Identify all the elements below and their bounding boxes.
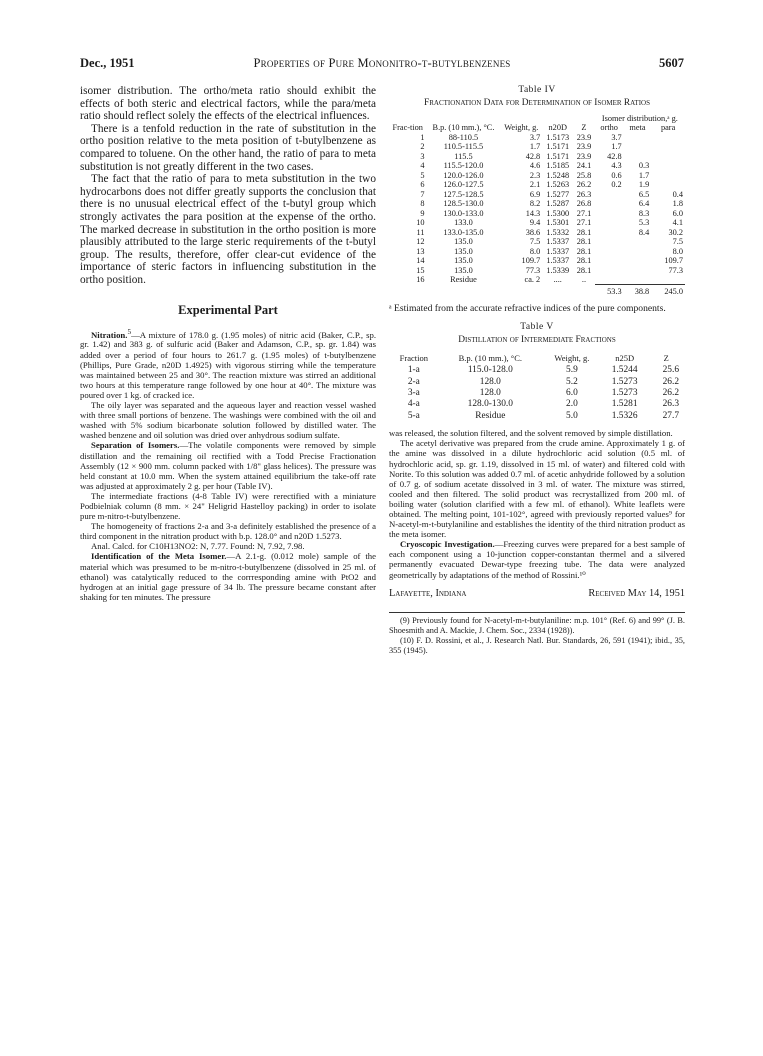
- table4-cell: 0.2: [611, 180, 622, 190]
- table4-row: [389, 161, 685, 171]
- table5: [389, 352, 685, 422]
- table4-cell: 3.7: [529, 132, 541, 142]
- table4-row: [389, 133, 685, 143]
- table4-total-ortho: 53.3: [595, 285, 624, 297]
- table4-cell: 1.9: [638, 180, 650, 190]
- table5-cell: 25.6: [662, 365, 679, 376]
- table5-cell: 3-a: [407, 388, 420, 399]
- received-date: Received May 14, 1951: [588, 587, 685, 599]
- table5-cell: 26.2: [662, 388, 679, 399]
- table4: [389, 115, 685, 297]
- table4-row: [389, 209, 685, 219]
- table4-cell: 38.6: [525, 227, 541, 237]
- table4-cell: 1.8: [672, 199, 683, 209]
- table4-cell: 1.5171: [546, 142, 570, 152]
- paragraph-intermediate: The intermediate fractions (4-8 Table IV) were rerectified with a miniature Podbielniak column (8 mm. × 24" Heligrid Hastelloy packing) in order to isolate pure m-nitro-t-butylbenzene.: [80, 490, 376, 522]
- table4-cell: 115.5: [454, 151, 473, 161]
- table4-cell: 1.7: [529, 142, 541, 152]
- experimental-heading: Experimental Part: [178, 302, 278, 317]
- table4-cell: 1.5173: [546, 132, 570, 142]
- table4-caption: Fractionation Data for Determination of Isomer Ratios: [424, 98, 650, 108]
- table4-cell: 7.5: [672, 237, 683, 247]
- identification-heading: Identification of the Meta Isomer.: [91, 551, 227, 562]
- table4-cell: 25.8: [576, 170, 592, 180]
- table4-cell: 7.5: [529, 237, 541, 247]
- header-date: Dec., 1951: [80, 56, 135, 70]
- table5-row: [389, 377, 685, 388]
- table4-cell: 5: [420, 170, 425, 180]
- table4-cell: [651, 142, 685, 152]
- table5-col-nd: n25D: [615, 352, 635, 363]
- table4-total-meta: 38.8: [624, 285, 652, 297]
- table4-cell: [595, 190, 624, 200]
- table4-cell: 110.5-115.5: [443, 142, 484, 152]
- table4-cell: 1.5171: [546, 151, 570, 161]
- table4-cell: 10: [416, 218, 425, 228]
- table4-cell: 4.3: [611, 161, 622, 171]
- table4-cell: 4: [420, 161, 425, 171]
- table5-header-row: [389, 352, 685, 365]
- table4-cell: 14.3: [525, 208, 541, 218]
- table4-cell: 3.7: [611, 132, 622, 142]
- table4-cell: 1.5339: [546, 265, 570, 275]
- table4-cell: 135.0: [454, 237, 473, 247]
- table4-cell: 1.7: [638, 170, 650, 180]
- table4-cell: 1.5185: [546, 161, 570, 171]
- table4-cell: 16: [416, 275, 425, 285]
- table5-cell: 1.5326: [611, 410, 638, 421]
- table4-cell: 1: [420, 132, 425, 142]
- table4-cell: 1.5277: [546, 189, 570, 199]
- table4-cell: 77.3: [525, 265, 541, 275]
- table4-cell: 14: [416, 256, 425, 266]
- table4-cell: 109.7: [664, 256, 683, 266]
- table4-cell: [595, 275, 624, 285]
- table5-cell: 1.5273: [611, 388, 638, 399]
- table4-cell: 8.3: [638, 208, 650, 218]
- table4-footnote: ᵃ Estimated from the accurate refractive indices of the pure components.: [389, 302, 666, 314]
- table4-cell: 126.0-127.5: [443, 180, 484, 190]
- table4-cell: [595, 209, 624, 219]
- affiliation-place: Lafayette, Indiana: [389, 587, 467, 599]
- paragraph-homogeneity: The homogeneity of fractions 2-a and 3-a definitely established the presence of a third component in the nitration product with b.p. 128.0° and n20D 1.5273.: [80, 521, 376, 542]
- table4-cell: 8.2: [529, 199, 541, 209]
- paragraph-nitration: [80, 327, 376, 401]
- table4-cell: [651, 180, 685, 190]
- table4-cell: 6.9: [529, 189, 541, 199]
- table4-cell: 3: [420, 151, 425, 161]
- paragraph-acetyl: The acetyl derivative was prepared from the crude amine. Approximately 1 g. of the amine was dissolved in a dilute hydrochloric acid solution (0.5 ml. of hydrochloric acid, sp. gr. 1.19, dissolved in 15 ml. of water) and filtered cold with Norite. To this solution was added 0.7 ml. of acetic anhydride followed by a solution of 0.7 g. of sodium acetate dissolved in 3 ml. of water. The mixture was stirred, cooled and then filtered. The solid product was recrystallized from 200 ml. of boiling water (solution clarified with a few ml. of ethanol). White leaflets were obtained. The melting point, 101-102°, agreed with previously reported values⁹ for N-acetyl-m-t-butylaniline and establishes the identity of the third nitration product as the meta isomer.: [389, 438, 685, 540]
- table4-row: [389, 275, 685, 285]
- table4-row: [389, 142, 685, 152]
- table4-col-ortho: ortho: [600, 122, 618, 132]
- table4-cell: 133.0-135.0: [443, 227, 484, 237]
- nitration-ref: 5: [127, 327, 132, 336]
- table5-cell: 128.0: [479, 388, 501, 399]
- table4-body: [389, 133, 685, 285]
- paragraph-identification: [80, 551, 376, 601]
- table4-cell: 11: [416, 227, 425, 237]
- table4-cell: ca. 2: [524, 275, 541, 285]
- table4-cell: 23.9: [576, 142, 592, 152]
- table4-cell: 6: [420, 180, 425, 190]
- table4-cell: [624, 247, 652, 257]
- table4-cell: [651, 275, 685, 285]
- table4-cell: 127.5-128.5: [443, 189, 484, 199]
- table5-cell: 128.0-130.0: [467, 399, 513, 410]
- table4-row: [389, 256, 685, 266]
- table5-cell: 26.2: [662, 376, 679, 387]
- table5-cell: 5.0: [566, 410, 578, 421]
- paragraph-isomer-distribution: isomer distribution. The ortho/meta ratio should exhibit the effects of both steric and electrical factors, while the para/meta ratio should reflect solely the effects of the electrical influences.: [80, 85, 376, 123]
- table4-cell: 28.1: [576, 256, 592, 266]
- table4-row: [389, 218, 685, 228]
- table4-cell: 0.4: [672, 189, 683, 199]
- table4-cell: 1.7: [611, 142, 622, 152]
- table4-cell: 1.5301: [546, 218, 570, 228]
- table4-cell: [595, 218, 624, 228]
- table4-cell: [624, 237, 652, 247]
- table4-cell: 26.3: [576, 189, 592, 199]
- table4-cell: [624, 266, 652, 276]
- table4-cell: ....: [553, 275, 562, 285]
- table4-cell: 1.5337: [546, 237, 570, 247]
- table4-cell: 1.5300: [546, 208, 570, 218]
- table4-cell: 77.3: [668, 265, 683, 275]
- paragraph-oily-layer: The oily layer was separated and the aqueous layer and reaction vessel washed with three small portions of benzene. The washings were combined with the oil and washed with 5% sodium bicarbonate solution followed by distilled water. The washed benzene and oil solution was dried over anhydrous sodium sulfate.: [80, 400, 376, 441]
- table4-cell: [651, 133, 685, 143]
- table4-cell: [651, 171, 685, 181]
- table4-cell: 1.5337: [546, 246, 570, 256]
- table5-title: Table V: [520, 321, 554, 332]
- table5-cell: 27.7: [662, 410, 679, 421]
- table4-cell: 1.5287: [546, 199, 570, 209]
- table4-cell: 115.5-120.0: [443, 161, 484, 171]
- table5-cell: Residue: [475, 410, 506, 421]
- table4-cell: [624, 133, 652, 143]
- paragraph-separation: [80, 440, 376, 490]
- table4-cell: 2: [420, 142, 425, 152]
- table5-row: [389, 399, 685, 410]
- table4-cell: 88-110.5: [448, 132, 479, 142]
- table4-cell: 135.0: [454, 265, 473, 275]
- table4-cell: [651, 152, 685, 162]
- table4-cell: 15: [416, 265, 425, 275]
- table4-cell: [624, 152, 652, 162]
- table4-cell: 1.5332: [546, 227, 570, 237]
- table4-cell: 135.0: [454, 256, 473, 266]
- table5-caption: Distillation of Intermediate Fractions: [458, 334, 616, 345]
- table4-row: [389, 180, 685, 190]
- table4-col-para: para: [660, 122, 676, 132]
- table5-row: [389, 411, 685, 422]
- table4-cell: [595, 199, 624, 209]
- table5-cell: 2-a: [407, 376, 420, 387]
- table4-cell: 6.5: [638, 189, 650, 199]
- table5-cell: 4-a: [407, 399, 420, 410]
- table4-cell: 42.8: [607, 151, 622, 161]
- table4-cell: [624, 142, 652, 152]
- table5-cell: 1.5244: [611, 365, 638, 376]
- table4-cell: ..: [581, 275, 587, 285]
- running-header: [80, 56, 684, 72]
- table4-cell: 2.3: [529, 170, 541, 180]
- table4-cell: 0.6: [611, 170, 622, 180]
- separation-text: —The volatile components were removed by simple distillation and the remaining oil rectified with a Todd Precise Fractionation Assembly (12 × 900 mm. column packed with 1/8" glass helices). The pressure was held constant at 10.0 mm. When the system attained equilibrium the take-off rate was adjusted at approximately 2 g. per hour (Table IV).: [80, 440, 376, 491]
- page-number: 5607: [659, 56, 684, 70]
- table4-cell: 1.5263: [546, 180, 570, 190]
- table4-cell: 7: [420, 189, 425, 199]
- table4-totals-spacer: [389, 285, 595, 297]
- table4-cell: 28.1: [576, 227, 592, 237]
- table4-row: [389, 237, 685, 247]
- table4-cell: 120.0-126.0: [443, 170, 484, 180]
- table4-cell: 23.9: [576, 132, 592, 142]
- table4-cell: 9: [420, 208, 425, 218]
- left-column: [80, 85, 376, 602]
- table4-cell: 26.2: [576, 180, 592, 190]
- table4-cell: 8.0: [672, 246, 683, 256]
- table4-cell: 13: [416, 246, 425, 256]
- table4-cell: 27.1: [576, 208, 592, 218]
- table4-cell: [595, 256, 624, 266]
- table5-cell: 5.9: [566, 365, 578, 376]
- table4-cell: 1.5337: [546, 256, 570, 266]
- table4-total-para: 245.0: [651, 285, 685, 297]
- table4-cell: 6.4: [638, 199, 650, 209]
- table5-col-bp: B.p. (10 mm.), °C.: [458, 352, 522, 363]
- paragraph-para-meta-ratio: The fact that the ratio of para to meta substitution in the two hydrocarbons does not differ greatly supports the conclusion that there is no unusual electrical effect of the t-butyl group which strongly activates the para position at the expense of the ortho. The marked decrease in substitution in the ortho position is more plausibly attributed to the large steric requirements of the t-butyl group. The results, therefore, offer clear-cut evidence of the importance of steric factors in influencing substitution in the ortho position.: [80, 173, 376, 286]
- table4-row: [389, 171, 685, 181]
- nitration-heading: Nitration.: [91, 329, 128, 340]
- table4-cell: 133.0: [454, 218, 473, 228]
- table5-cell: 2.0: [566, 399, 578, 410]
- table4-cell: [595, 237, 624, 247]
- table4-cell: 30.2: [668, 227, 683, 237]
- table4-col-z: Z: [581, 122, 587, 132]
- table4-cell: 4.1: [672, 218, 683, 228]
- table5-row: [389, 388, 685, 399]
- table4-cell: 12: [416, 237, 425, 247]
- table4-cell: [624, 275, 652, 285]
- header-title: Properties of Pure Mononitro-t-butylbenzenes: [253, 56, 511, 70]
- table4-cell: 1.5248: [546, 170, 570, 180]
- table5-cell: 5-a: [407, 410, 420, 421]
- table4-row: [389, 247, 685, 257]
- table4-cell: 23.9: [576, 151, 592, 161]
- table4-col-meta: meta: [629, 122, 646, 132]
- table5-col-z: Z: [663, 352, 669, 363]
- table4-totals-row: [389, 285, 685, 297]
- table4-row: [389, 190, 685, 200]
- table5-cell: 1.5273: [611, 376, 638, 387]
- reference-10: (10) F. D. Rossini, et al., J. Research Natl. Bur. Standards, 26, 591 (1941); ibid., 35, 355 (1945).: [389, 636, 685, 656]
- table4-row: [389, 152, 685, 162]
- reference-9: (9) Previously found for N-acetyl-m-t-butylaniline: m.p. 101° (Ref. 6) and 99° (J. B. Shoesmith and A. Mackie, J. Chem. Soc., 2334 (1928)).: [389, 615, 685, 635]
- table4-cell: 27.1: [576, 218, 592, 228]
- table5-row: [389, 365, 685, 376]
- table4-cell: 109.7: [521, 256, 541, 266]
- cryoscopic-heading: Cryoscopic Investigation.: [400, 539, 495, 550]
- table4-cell: [595, 266, 624, 276]
- table4-cell: [595, 247, 624, 257]
- table4-cell: 26.8: [576, 199, 592, 209]
- separation-heading: Separation of Isomers.: [91, 440, 180, 451]
- paragraph-tenfold-reduction: There is a tenfold reduction in the rate of substitution in the ortho position relative to the meta position of t-butylbenzene as compared to toluene. On the other hand, the ratio of para to meta substitution is not greatly different in the two cases.: [80, 122, 376, 173]
- table4-cell: [624, 256, 652, 266]
- table4-cell: 24.1: [576, 161, 592, 171]
- table4-cell: 8.4: [638, 227, 650, 237]
- table4-cell: 9.4: [529, 218, 541, 228]
- table5-cell: 128.0: [479, 376, 501, 387]
- table4-cell: 28.1: [576, 237, 592, 247]
- table5-cell: 6.0: [566, 388, 578, 399]
- paragraph-released: was released, the solution filtered, and the solvent removed by simple distillation.: [389, 428, 673, 439]
- table4-cell: 28.1: [576, 265, 592, 275]
- table4-col-weight: Weight, g.: [504, 122, 539, 132]
- cryoscopic-text: —Freezing curves were prepared for a best sample of each component using a 10-junction copper-constantan thermel and a silvered permanently evacuated Dewar-type freezing tube. The data were analyzed geometrically by adaptations of the method of Rossini.¹⁰: [389, 539, 685, 580]
- table5-col-fraction: Fraction: [399, 352, 428, 363]
- table4-title: Table IV: [518, 85, 556, 95]
- table4-cell: 6.0: [672, 208, 683, 218]
- table5-cell: 1-a: [407, 365, 420, 376]
- table4-cell: 135.0: [454, 246, 473, 256]
- table4-col-fraction: Frac-tion: [392, 122, 423, 132]
- table4-cell: 130.0-133.0: [443, 208, 484, 218]
- table4-row: [389, 266, 685, 276]
- table4-cell: [651, 161, 685, 171]
- table4-cell: 2.1: [529, 180, 541, 190]
- table4-col-isomer: Isomer distribution,ᵃ g.: [601, 114, 678, 123]
- paragraph-analysis: Anal. Calcd. for C10H13NO2: N, 7.77. Found: N, 7.92, 7.98.: [91, 541, 305, 552]
- table4-cell: Residue: [450, 275, 477, 285]
- table4-cell: 5.3: [638, 218, 650, 228]
- nitration-text: —A mixture of 178.0 g. (1.95 moles) of nitric acid (Baker, C.P., sp. gr. 1.42) and 383 g. of sulfuric acid (Baker and Adamson, C.P., sp. gr. 1.84) was added over a period of four hours to 261.7 g. (1.95 moles) of t-butylbenzene (Phillips, Pure Grade, n20D 1.4925) with vigorous stirring while the temperature was maintained between 25 and 30°. The reaction mixture was stirred an additional two hours at this temperature range followed by one hour at 40°. The mixture was poured over 1 kg. of cracked ice.: [80, 329, 376, 400]
- table5-body: [389, 365, 685, 422]
- table4-cell: [595, 228, 624, 238]
- table4-cell: 0.3: [638, 161, 650, 171]
- table4-cell: 8: [420, 199, 425, 209]
- paragraph-cryoscopic: [389, 539, 685, 579]
- table5-cell: 26.3: [662, 399, 679, 410]
- identification-text: —A 2.1-g. (0.012 mole) sample of the material which was presumed to be m-nitro-t-butylbenzene (dissolved in 25 ml. of ethanol) was catalytically reduced to the corrresponding amine with PtO2 and hydrogen at an initial gage pressure of 34 lb. The pressure became constant after shaking for ten minutes. The pressure: [80, 551, 377, 602]
- table4-row: [389, 199, 685, 209]
- right-column: [389, 85, 685, 656]
- table5-cell: 5.2: [566, 376, 578, 387]
- table4-col-bp: B.p. (10 mm.), °C.: [432, 122, 495, 132]
- table4-cell: 4.6: [529, 161, 541, 171]
- table4-cell: 28.1: [576, 246, 592, 256]
- footnote-rule: [389, 612, 685, 613]
- table5-cell: 1.5281: [611, 399, 638, 410]
- signature-line: [389, 588, 685, 604]
- table4-cell: 8.0: [529, 246, 541, 256]
- table4-cell: 42.8: [525, 151, 541, 161]
- table5-col-weight: Weight, g.: [554, 352, 590, 363]
- table4-col-nd: n20D: [548, 122, 567, 132]
- table4-cell: 128.5-130.0: [443, 199, 484, 209]
- table4-row: [389, 228, 685, 238]
- table5-cell: 115.0-128.0: [467, 365, 513, 376]
